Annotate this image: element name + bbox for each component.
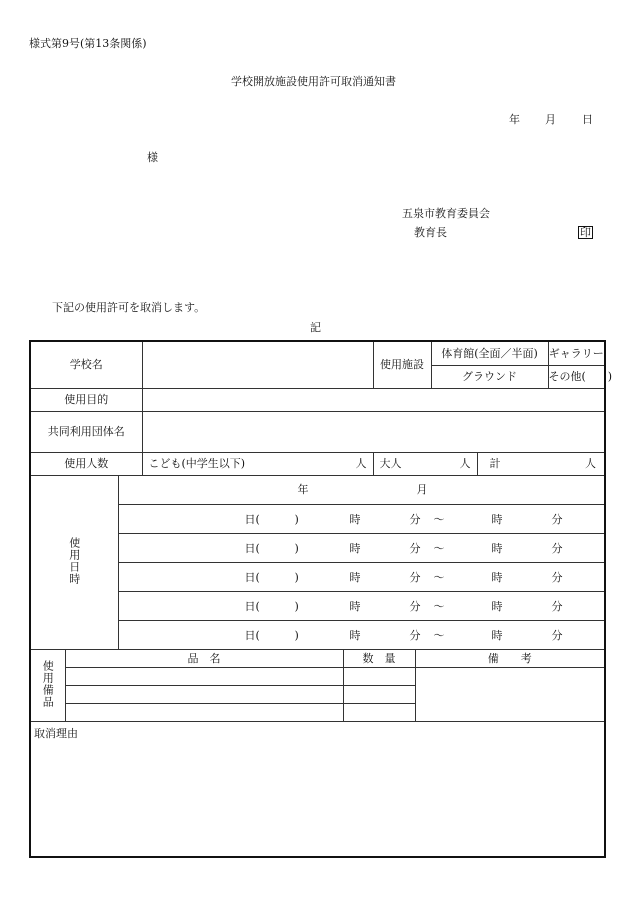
time-hour-start: 時	[349, 512, 361, 526]
time-row-5[interactable]	[118, 620, 605, 649]
cancellation-form-table	[29, 340, 613, 858]
time-min-end: 分	[551, 570, 563, 584]
count-label: 使用人数	[30, 452, 142, 475]
time-day: 日(	[244, 512, 260, 526]
year-label: 年	[297, 482, 309, 496]
time-tilde: ～	[433, 599, 445, 613]
other-option[interactable]: その他( )	[548, 365, 605, 388]
facility-label: 使用施設	[373, 341, 431, 388]
time-close: )	[294, 512, 299, 526]
time-hour-end: 時	[491, 541, 503, 555]
quantity-header: 数 量	[343, 649, 415, 667]
cancel-reason-field[interactable]	[30, 721, 605, 857]
date-year: 年	[509, 113, 520, 126]
time-close: )	[294, 570, 299, 584]
gallery-option[interactable]: ギャラリー	[548, 341, 605, 365]
ground-option[interactable]: グラウンド	[431, 365, 548, 388]
item-name-cell-3[interactable]	[65, 703, 343, 721]
time-min-start: 分	[409, 512, 421, 526]
dates-label-cell	[30, 475, 118, 649]
month-label: 月	[416, 482, 428, 496]
children-label: こども(中学生以下)	[148, 457, 246, 470]
remarks-cell[interactable]	[415, 667, 605, 721]
equipment-label-cell	[30, 649, 65, 721]
item-name-header: 品 名	[65, 649, 343, 667]
time-hour-end: 時	[491, 599, 503, 613]
gym-option[interactable]: 体育館(全面／半面)	[431, 341, 548, 365]
date-day: 日	[582, 113, 593, 126]
time-min-end: 分	[551, 541, 563, 555]
ki-label: 記	[310, 321, 321, 334]
document-title: 学校開放施設使用許可取消通知書	[231, 75, 396, 88]
quantity-cell-2[interactable]	[343, 685, 415, 703]
time-day: 日(	[244, 599, 260, 613]
date-month: 月	[545, 113, 556, 126]
time-hour-end: 時	[491, 512, 503, 526]
purpose-label: 使用目的	[30, 388, 142, 411]
adults-count-field[interactable]	[373, 452, 477, 475]
intro-text: 下記の使用許可を取消します。	[52, 301, 206, 314]
equipment-label: 使用備品	[41, 660, 55, 708]
time-tilde: ～	[433, 512, 445, 526]
time-close: )	[294, 599, 299, 613]
time-min-start: 分	[409, 599, 421, 613]
time-hour-start: 時	[349, 628, 361, 642]
children-unit: 人	[355, 457, 367, 470]
time-hour-start: 時	[349, 599, 361, 613]
time-min-end: 分	[551, 628, 563, 642]
remarks-header: 備 考	[415, 649, 605, 667]
time-tilde: ～	[433, 541, 445, 555]
joint-group-field[interactable]	[142, 411, 605, 452]
school-name-field[interactable]	[142, 341, 373, 388]
time-row-1[interactable]	[118, 504, 605, 533]
item-name-cell-2[interactable]	[65, 685, 343, 703]
total-unit: 人	[585, 457, 596, 470]
time-close: )	[294, 541, 299, 555]
time-hour-end: 時	[491, 570, 503, 584]
time-day: 日(	[244, 570, 260, 584]
time-hour-start: 時	[349, 570, 361, 584]
time-min-start: 分	[409, 541, 421, 555]
school-name-label: 学校名	[30, 341, 142, 388]
time-row-2[interactable]	[118, 533, 605, 562]
time-min-end: 分	[551, 512, 563, 526]
year-month-row[interactable]	[118, 475, 605, 504]
form-number: 様式第9号(第13条関係)	[29, 37, 147, 50]
dates-label: 使用日時	[67, 537, 81, 585]
adults-unit: 人	[459, 457, 471, 470]
cancel-reason-label: 取消理由	[34, 726, 78, 740]
time-row-4[interactable]	[118, 591, 605, 620]
time-min-start: 分	[409, 628, 421, 642]
quantity-cell-1[interactable]	[343, 667, 415, 685]
purpose-field[interactable]	[142, 388, 605, 411]
time-hour-start: 時	[349, 541, 361, 555]
quantity-cell-3[interactable]	[343, 703, 415, 721]
time-min-end: 分	[551, 599, 563, 613]
time-min-start: 分	[409, 570, 421, 584]
total-count-field[interactable]	[477, 452, 605, 475]
time-hour-end: 時	[491, 628, 503, 642]
time-tilde: ～	[433, 570, 445, 584]
time-day: 日(	[244, 541, 260, 555]
time-close: )	[294, 628, 299, 642]
time-tilde: ～	[433, 628, 445, 642]
item-name-cell-1[interactable]	[65, 667, 343, 685]
issuer-org: 五泉市教育委員会	[402, 207, 490, 220]
joint-group-label: 共同利用団体名	[30, 411, 142, 452]
addressee-suffix: 様	[147, 151, 158, 164]
issuer-role: 教育長	[414, 226, 447, 239]
time-day: 日(	[244, 628, 260, 642]
seal-mark: 印	[580, 226, 591, 239]
time-row-3[interactable]	[118, 562, 605, 591]
adults-label: 大人	[379, 457, 402, 470]
total-label: 計	[489, 457, 501, 470]
children-count-field[interactable]	[142, 452, 373, 475]
